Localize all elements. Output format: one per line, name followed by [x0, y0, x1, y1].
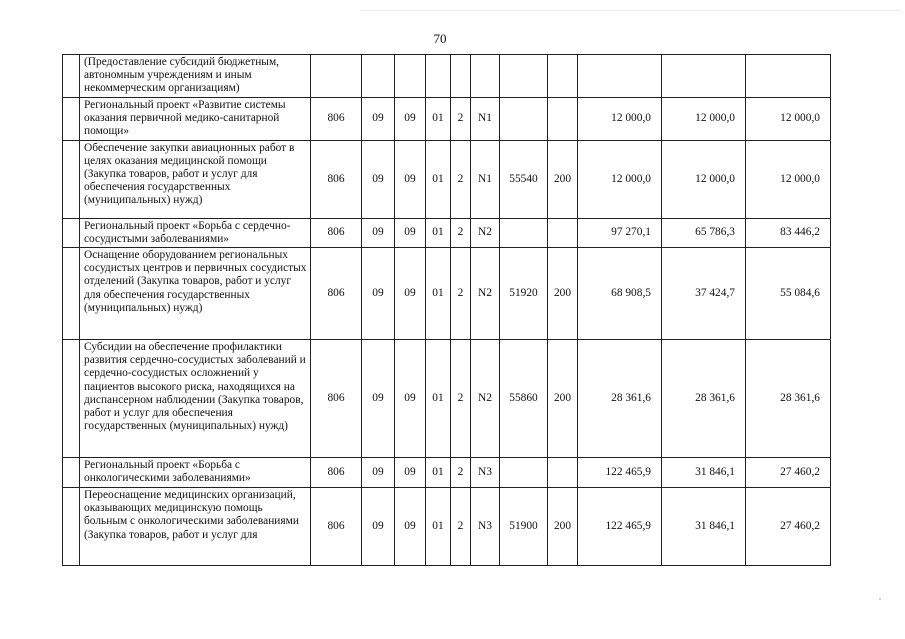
direction-code-cell — [500, 55, 548, 98]
ministry-code-cell: 806 — [311, 98, 362, 141]
subprogram-code-cell: 2 — [451, 98, 471, 141]
expense-type-cell: 200 — [548, 140, 578, 218]
expense-name-cell: Субсидии на обеспечение профилактики развития сердечно-сосудистых заболеваний и сердечно-сосудистых осложнений у пациентов высокого риска, находящихся на диспансерном наблюдении (Закупка товаров, работ и услуг для обеспечения государственных (муниципальных) нужд) — [80, 340, 311, 458]
expense-type-cell: 200 — [548, 488, 578, 566]
amount-year3-cell: 83 446,2 — [746, 218, 831, 247]
ministry-code-cell: 806 — [311, 458, 362, 488]
ministry-code-cell — [311, 55, 362, 98]
program-code-cell — [426, 55, 451, 98]
section-code-cell: 09 — [362, 218, 395, 247]
direction-code-cell: 51920 — [500, 248, 548, 340]
expense-type-cell — [548, 55, 578, 98]
subprogram-code-cell: 2 — [451, 458, 471, 488]
subsection-code-cell: 09 — [395, 140, 426, 218]
ministry-code-cell: 806 — [311, 248, 362, 340]
amount-year3-cell — [746, 55, 831, 98]
amount-year2-cell: 12 000,0 — [662, 140, 746, 218]
amount-year2-cell: 31 846,1 — [662, 488, 746, 566]
project-code-cell: N2 — [471, 248, 500, 340]
subsection-code-cell: 09 — [395, 98, 426, 141]
amount-year3-cell: 27 460,2 — [746, 458, 831, 488]
expense-name-cell: Обеспечение закупки авиационных работ в целях оказания медицинской помощи (Закупка товаров, работ и услуг для обеспечения государственных (муниципальных) нужд) — [80, 140, 311, 218]
table-row — [63, 98, 831, 141]
scan-mark — [879, 598, 881, 600]
direction-code-cell: 55540 — [500, 140, 548, 218]
amount-year2-cell: 28 361,6 — [662, 340, 746, 458]
table-row — [63, 340, 831, 458]
subprogram-code-cell: 2 — [451, 340, 471, 458]
amount-year2-cell: 65 786,3 — [662, 218, 746, 247]
expense-name-cell: (Предоставление субсидий бюджетным, автономным учреждениям и иным некоммерческим организациям) — [80, 55, 311, 98]
subprogram-code-cell — [451, 55, 471, 98]
amount-year1-cell: 122 465,9 — [578, 488, 662, 566]
amount-year1-cell: 28 361,6 — [578, 340, 662, 458]
table-row — [63, 55, 831, 98]
row-margin-cell — [63, 140, 80, 218]
ministry-code-cell: 806 — [311, 218, 362, 247]
table-body — [63, 55, 831, 566]
ministry-code-cell: 806 — [311, 340, 362, 458]
amount-year1-cell: 97 270,1 — [578, 218, 662, 247]
project-code-cell: N1 — [471, 140, 500, 218]
program-code-cell: 01 — [426, 458, 451, 488]
amount-year2-cell: 31 846,1 — [662, 458, 746, 488]
project-code-cell: N3 — [471, 488, 500, 566]
subprogram-code-cell: 2 — [451, 140, 471, 218]
section-code-cell: 09 — [362, 340, 395, 458]
section-code-cell: 09 — [362, 458, 395, 488]
subprogram-code-cell: 2 — [451, 218, 471, 247]
scan-mark — [360, 10, 900, 11]
section-code-cell: 09 — [362, 488, 395, 566]
section-code-cell: 09 — [362, 248, 395, 340]
expense-name-cell: Региональный проект «Борьба с онкологическими заболеваниями» — [80, 458, 311, 488]
section-code-cell — [362, 55, 395, 98]
ministry-code-cell: 806 — [311, 140, 362, 218]
budget-table — [62, 54, 831, 566]
project-code-cell: N3 — [471, 458, 500, 488]
direction-code-cell: 51900 — [500, 488, 548, 566]
amount-year3-cell: 28 361,6 — [746, 340, 831, 458]
expense-type-cell — [548, 98, 578, 141]
amount-year3-cell: 12 000,0 — [746, 98, 831, 141]
subprogram-code-cell: 2 — [451, 248, 471, 340]
amount-year2-cell: 12 000,0 — [662, 98, 746, 141]
amount-year1-cell — [578, 55, 662, 98]
table-row — [63, 218, 831, 247]
project-code-cell — [471, 55, 500, 98]
row-margin-cell — [63, 248, 80, 340]
section-code-cell: 09 — [362, 140, 395, 218]
ministry-code-cell: 806 — [311, 488, 362, 566]
row-margin-cell — [63, 98, 80, 141]
amount-year3-cell: 55 084,6 — [746, 248, 831, 340]
subsection-code-cell: 09 — [395, 458, 426, 488]
subprogram-code-cell: 2 — [451, 488, 471, 566]
expense-name-cell: Региональный проект «Борьба с сердечно-сосудистыми заболеваниями» — [80, 218, 311, 247]
amount-year2-cell: 37 424,7 — [662, 248, 746, 340]
amount-year1-cell: 122 465,9 — [578, 458, 662, 488]
subsection-code-cell: 09 — [395, 248, 426, 340]
program-code-cell: 01 — [426, 488, 451, 566]
project-code-cell: N1 — [471, 98, 500, 141]
row-margin-cell — [63, 55, 80, 98]
program-code-cell: 01 — [426, 98, 451, 141]
table-row — [63, 458, 831, 488]
section-code-cell: 09 — [362, 98, 395, 141]
amount-year1-cell: 12 000,0 — [578, 140, 662, 218]
subsection-code-cell — [395, 55, 426, 98]
amount-year1-cell: 68 908,5 — [578, 248, 662, 340]
direction-code-cell — [500, 98, 548, 141]
subsection-code-cell: 09 — [395, 218, 426, 247]
amount-year3-cell: 12 000,0 — [746, 140, 831, 218]
amount-year2-cell — [662, 55, 746, 98]
expense-name-cell: Региональный проект «Развитие системы оказания первичной медико-санитарной помощи» — [80, 98, 311, 141]
row-margin-cell — [63, 488, 80, 566]
amount-year1-cell: 12 000,0 — [578, 98, 662, 141]
subsection-code-cell: 09 — [395, 488, 426, 566]
direction-code-cell — [500, 458, 548, 488]
program-code-cell: 01 — [426, 340, 451, 458]
program-code-cell: 01 — [426, 248, 451, 340]
page-number: 70 — [433, 31, 447, 46]
expense-type-cell — [548, 218, 578, 247]
table-row — [63, 488, 831, 566]
expense-type-cell: 200 — [548, 340, 578, 458]
expense-name-cell: Оснащение оборудованием региональных сосудистых центров и первичных сосудистых отделений (Закупка товаров, работ и услуг для обеспечения государственных (муниципальных) нужд) — [80, 248, 311, 340]
table-row — [63, 248, 831, 340]
project-code-cell: N2 — [471, 218, 500, 247]
expense-type-cell — [548, 458, 578, 488]
amount-year3-cell: 27 460,2 — [746, 488, 831, 566]
row-margin-cell — [63, 340, 80, 458]
project-code-cell: N2 — [471, 340, 500, 458]
row-margin-cell — [63, 218, 80, 247]
table-row — [63, 140, 831, 218]
row-margin-cell — [63, 458, 80, 488]
expense-type-cell: 200 — [548, 248, 578, 340]
direction-code-cell — [500, 218, 548, 247]
subsection-code-cell: 09 — [395, 340, 426, 458]
expense-name-cell: Переоснащение медицинских организаций, оказывающих медицинскую помощь больным с онкологическими заболеваниями (Закупка товаров, работ и услуг для — [80, 488, 311, 566]
program-code-cell: 01 — [426, 140, 451, 218]
direction-code-cell: 55860 — [500, 340, 548, 458]
program-code-cell: 01 — [426, 218, 451, 247]
